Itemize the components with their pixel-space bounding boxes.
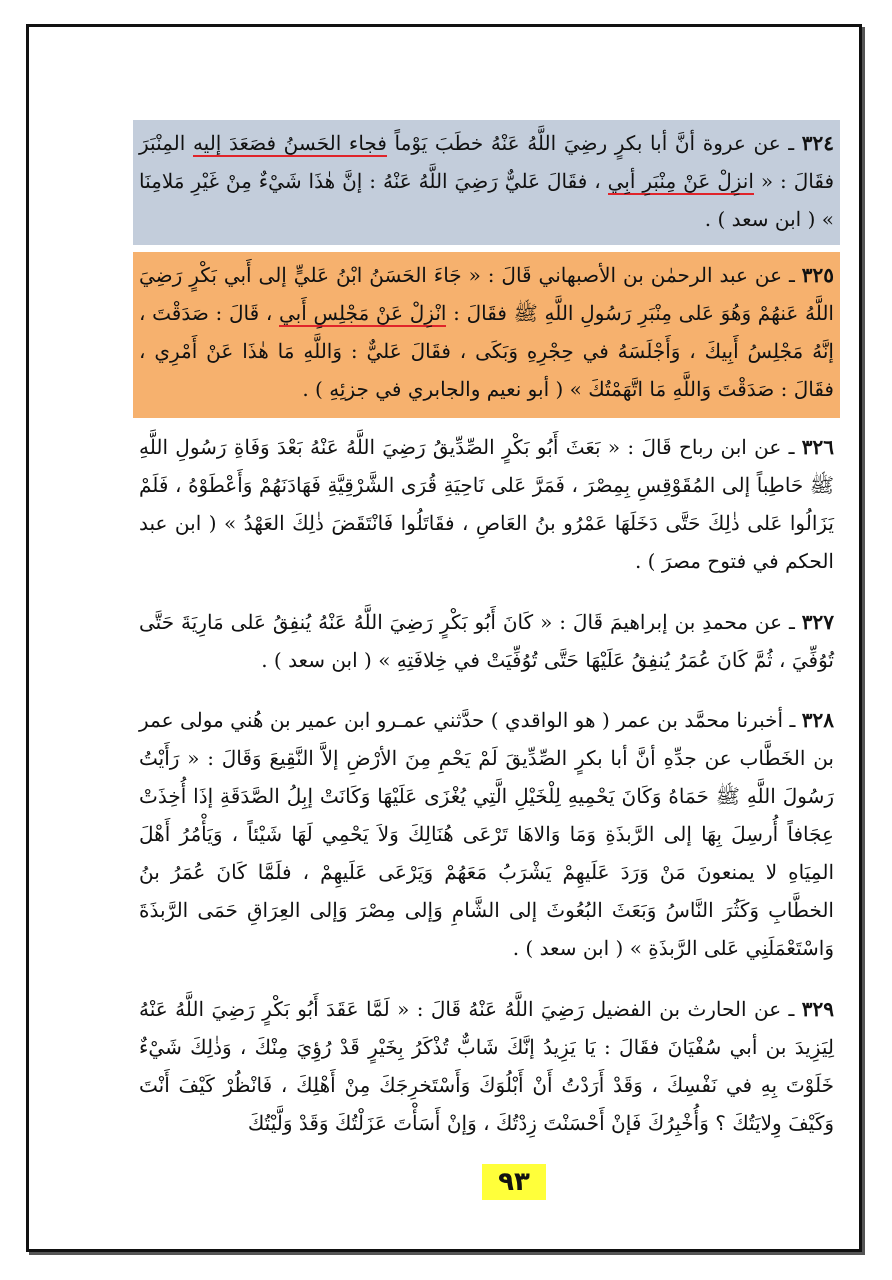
- hadith-text: ـ عن عروة أنَّ أبا بكرٍ رضِيَ اللَّهُ عَنْهُ خطَبَ يَوْماً: [386, 131, 802, 155]
- hadith-text: ـ عن محمدِ بن إبراهيمَ قَالَ : « كَانَ أَبُو بَكْرٍ رَضِيَ اللَّهُ عَنْهُ يُنفِقُ عَلى مَارِيَةَ حَتَّى تُوُفِّيَ ، ثُمَّ كَانَ عُمَرُ يُنفِقُ عَلَيْهَا حَتَّى تُوُفِّيَتْ في خِلافَتِهِ » ( ابن سعد ) .: [139, 610, 834, 672]
- underlined-phrase: فجاء الحَسنُ فصَعَدَ إليه: [192, 131, 387, 155]
- hadith-text: المِنْبَرَ فقَالَ : «: [139, 131, 835, 193]
- hadith-number: ٣٢٧: [801, 610, 834, 634]
- hadith-324: [133, 120, 840, 245]
- hadith-327: [133, 603, 840, 679]
- hadith-328: [133, 701, 840, 967]
- hadith-text: ـ عن الحارث بن الفضيل رَضِيَ اللَّهُ عَنْهُ قَالَ : « لَمَّا عَقَدَ أَبُو بَكْرٍ رَضِيَ اللَّهُ عَنْهُ لِيَزِيدَ بن أبي سُفْيَانَ فقَالَ : يَا يَزِيدُ إنَّكَ شَابٌّ تُذْكَرُ بِخَيْرٍ قَدْ رُؤِيَ مِنْكَ ، وَذٰلِكَ شَيْءٌ خَلَوْتَ بِهِ في نَفْسِكَ ، وَقَدْ أَرَدْتُ أَنْ أَبْلُوَكَ وَأَسْتَخرِجَكَ مِنْ أَهْلِكَ ، فَانْظُرْ كَيْفَ أَنْتَ وَكَيْفَ وِلايَتُكَ ؟ وَأُخْبِرُكَ فَإنْ أَحْسَنْتَ زِدْتُكَ ، وَإنْ أَسَأْتَ عَزَلْتُكَ وَقَدْ وَلَّيْتُكَ: [139, 997, 834, 1135]
- hadith-text: ، فقَالَ عَليٌّ رَضِيَ اللَّهُ عَنْهُ : إنَّ هٰذَا شَيْءٌ مِنْ غَيْرِ مَلامِنَا » ( ابن سعد ) .: [139, 169, 834, 231]
- page-number: ٩٣: [482, 1164, 546, 1200]
- underlined-phrase: انْزِلْ عَنْ مَجْلِسِ أَبي: [279, 301, 447, 325]
- hadith-number: ٣٢٩: [801, 997, 834, 1021]
- hadith-number: ٣٢٥: [801, 263, 834, 287]
- hadith-329: [133, 990, 840, 1142]
- hadith-325: [133, 252, 840, 418]
- hadith-number: ٣٢٤: [801, 131, 834, 155]
- hadith-text: ـ أخبرنا محمَّد بن عمر ( هو الواقدي ) حدَّثني عمـرو ابن عمير بن هُني مولى عمر بن الخَطَّاب عن جدِّهِ أنَّ أبا بكرٍ الصِّدِّيقَ لَمْ يَحْمِ مِنَ الأرْضِ إلاَّ النَّقِيعَ وَقَالَ : « رَأَيْتُ رَسُولَ اللَّهِ ﷺ حَمَاهُ وَكَانَ يَحْمِيهِ لِلْخَيْلِ الَّتِي يُغْزَى عَلَيْهَا وَكَانَتْ إبِلُ الصَّدَقَةِ إذَا أُخِذَتْ عِجَافاً أُرسِلَ بِهَا إلى الرَّبذَةِ وَمَا وَالاهَا تَرْعَى هُنَالِكَ وَلاَ يَحْمِي لَهَا شَيْئاً ، وَيَأْمُرُ أَهْلَ المِيَاهِ لا يمنعونَ مَنْ وَرَدَ عَلَيهِمْ يَشْرَبُ مَعَهُمْ وَيَرْعَى عَلَيهِمْ ، فلَمَّا كَانَ عُمَرُ بنُ الخطَّابِ وَكَثُرَ النَّاسُ وَبَعَثَ البُعُوثَ إلى الشَّامِ وَإلى مِصْرَ وَإلى العِرَاقِ حَمَى الرَّبذَةَ وَاسْتَعْمَلَنِي عَلى الرَّبذَةِ » ( ابن سعد ) .: [139, 708, 834, 960]
- hadith-number: ٣٢٨: [801, 708, 834, 732]
- hadith-text: ، قَالَ : صَدَقْتَ ، إنَّهُ مَجْلِسُ أَبِيكَ ، وَأَجْلَسَهُ في حِجْرِهِ وَبَكَى ، فقَالَ عَليٌّ : وَاللَّهِ مَا هٰذَا عَنْ أَمْرِي ، فقَالَ : صَدَقْتَ وَاللَّهِ مَا اتَّهَمْتُكَ » ( أبو نعيم والجابري في جزئِهِ ) .: [139, 301, 834, 401]
- hadith-326: [133, 428, 840, 580]
- hadith-text: ـ عن عبد الرحمٰن بن الأصبهاني قَالَ : « جَاءَ الحَسَنُ ابْنُ عَليٍّ إلى أَبي بَكْرٍ رَضِيَ اللَّهُ عَنهُمْ وَهُوَ عَلى مِنْبَرِ رَسُولِ اللَّهِ ﷺ فقَالَ :: [139, 263, 834, 325]
- hadith-text: ـ عن ابن رباح قَالَ : « بَعَثَ أَبُو بَكْرٍ الصِّدِّيقُ رَضِيَ اللَّهُ عَنْهُ بَعْدَ وَفَاةِ رَسُولِ اللَّهِ ﷺ حَاطِباً إلى المُقَوْقِسِ بِمِصْرَ ، فَمَرَّ عَلى نَاحِيَةِ قُرَى الشَّرْقِيَّةِ فَهَادَنَهُمْ وَأَعْطَوْهُ ، فَلَمْ يَزَالُوا عَلى ذٰلِكَ حَتَّى دَخَلَهَا عَمْرُو بنُ العَاصِ ، فقَاتَلُوا فَانْتَقَضَ ذٰلِكَ العَهْدُ » ( ابن عبد الحكم في فتوح مصرَ ) .: [139, 435, 834, 573]
- hadith-number: ٣٢٦: [801, 435, 834, 459]
- underlined-phrase: انزِلْ عَنْ مِنْبَرِ أبِي: [607, 169, 754, 193]
